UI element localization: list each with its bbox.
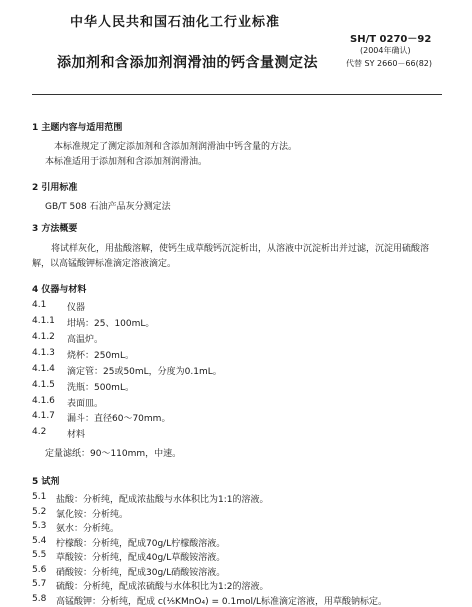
section-3-line: 将试样灰化，用盐酸溶解，使钙生成草酸钙沉淀析出，从溶液中沉淀析出并过滤，沉淀用硫酸溶 (51, 244, 430, 254)
item-number: 5.1 (32, 492, 47, 502)
item-text: 氯化铵：分析纯。 (56, 509, 129, 520)
item-text: 滴定管：25或50mL，分度为0.1mL。 (67, 367, 222, 377)
item-number: 4.1.7 (32, 411, 55, 421)
item-number: 4.2 (32, 427, 47, 437)
item-text: 氨水：分析纯。 (56, 524, 120, 534)
item-number: 4.1.4 (32, 364, 55, 374)
item-number: 5.6 (32, 564, 47, 575)
item-text: 材料 (67, 430, 86, 440)
standard-number: SH/T 0270－92 (350, 34, 432, 45)
section-3-heading: 3 方法概要 (32, 224, 78, 234)
org-header: 中华人民共和国石油化工行业标准 (70, 15, 281, 30)
section-2-heading: 2 引用标准 (32, 183, 78, 193)
section-1-line: 本标准规定了测定添加剂和含添加剂润滑油中钙含量的方法。 (54, 142, 298, 152)
section-3-line: 解，以高锰酸钾标准滴定溶液滴定。 (32, 259, 177, 269)
item-text: 坩埚：25、100mL。 (67, 319, 155, 329)
section-5-heading: 5 试剂 (32, 477, 60, 487)
revision-note: (2004年确认) (360, 46, 411, 55)
item-text: 草酸铵：分析纯，配成40g/L草酸铵溶液。 (56, 553, 226, 563)
header-rule (32, 94, 442, 95)
item-number: 5.7 (32, 579, 47, 589)
section-1-line: 本标准适用于添加剂和含添加剂润滑油。 (45, 157, 208, 167)
replaces-note: 代替 SY 2660－66(82) (346, 59, 433, 68)
item-number: 4.1 (32, 300, 47, 310)
item-number: 5.4 (32, 535, 47, 546)
section-4-heading: 4 仪器与材料 (32, 285, 87, 295)
item-number: 4.1.6 (32, 396, 55, 406)
item-text: 柠檬酸：分析纯，配成70g/L柠檬酸溶液。 (56, 538, 226, 549)
item-text: 洗瓶：500mL。 (67, 383, 134, 393)
item-number: 5.2 (32, 506, 47, 517)
section-2-line: GB/T 508 石油产品灰分测定法 (45, 202, 171, 212)
item-number: 4.1.5 (32, 380, 55, 390)
item-text: 硝酸铵：分析纯，配成30g/L硝酸铵溶液。 (56, 567, 226, 578)
item-text: 烧杯：250mL。 (67, 351, 134, 361)
item-number: 4.1.3 (32, 348, 55, 358)
item-text: 仪器 (67, 303, 86, 313)
item-text: 高锰酸钾：分析纯，配成 c(⅕KMnO₄) = 0.1mol/L标准滴定溶液，用草酸钠标定。 (56, 596, 388, 607)
item-text: 表面皿。 (67, 399, 104, 409)
item-number: 5.3 (32, 521, 47, 531)
item-number: 4.1.1 (32, 316, 55, 326)
item-text: 硫酸：分析纯，配成浓硫酸与水体积比为1:2的溶液。 (56, 582, 269, 592)
section-1-heading: 1 主题内容与适用范围 (32, 123, 123, 133)
item-text: 高温炉。 (67, 335, 104, 345)
material-line: 定量滤纸：90～110mm，中速。 (45, 449, 182, 459)
item-number: 5.5 (32, 550, 47, 560)
item-number: 5.8 (32, 593, 47, 604)
item-text: 盐酸：分析纯，配成浓盐酸与水体积比为1:1的溶液。 (56, 495, 269, 505)
item-text: 漏斗：直径60～70mm。 (67, 414, 171, 424)
item-number: 4.1.2 (32, 332, 55, 342)
document-title: 添加剂和含添加剂润滑油的钙含量测定法 (57, 55, 318, 71)
